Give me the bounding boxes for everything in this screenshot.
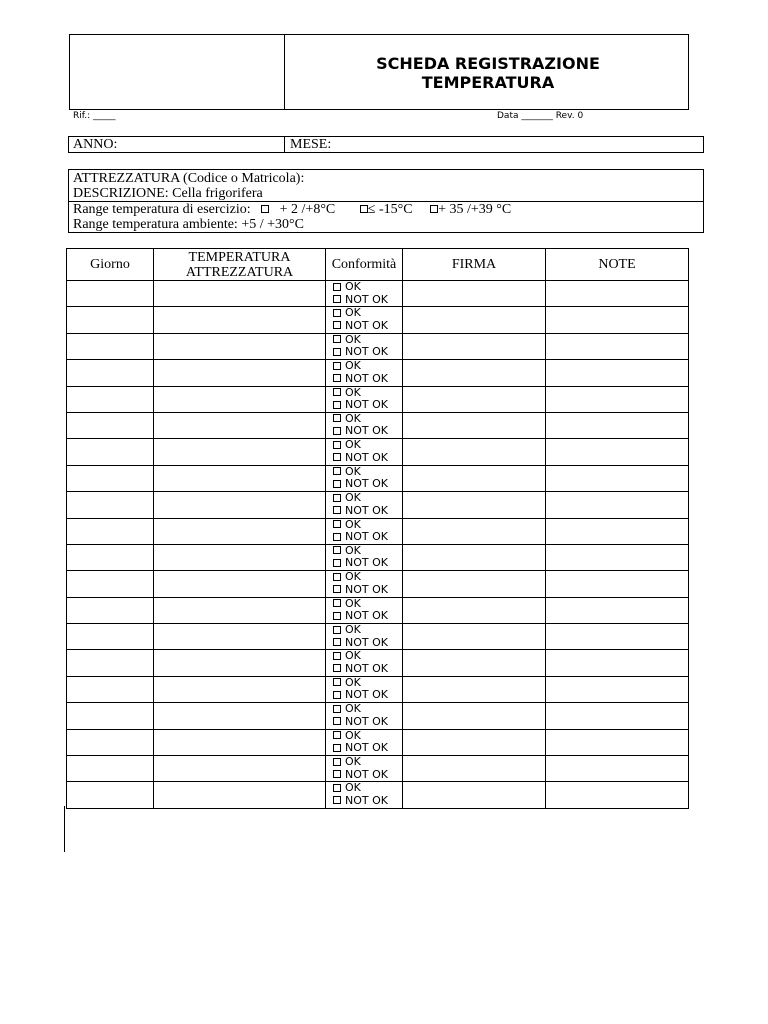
giorno-cell[interactable] [67, 650, 154, 676]
not-ok-option[interactable] [333, 689, 402, 702]
ok-label: OK [345, 438, 361, 452]
range-esercizio-label: Range temperatura di esercizio: [73, 202, 251, 217]
note-cell[interactable] [546, 360, 689, 386]
giorno-cell[interactable] [67, 465, 154, 491]
not-ok-checkbox[interactable] [333, 638, 341, 646]
firma-cell[interactable] [403, 729, 546, 755]
firma-cell[interactable] [403, 676, 546, 702]
conformita-cell [326, 650, 403, 676]
not-ok-checkbox[interactable] [333, 427, 341, 435]
table-row [67, 571, 689, 597]
ok-checkbox[interactable] [333, 678, 341, 686]
descrizione-label: DESCRIZIONE: Cella frigorifera [73, 186, 263, 201]
ok-label: OK [345, 623, 361, 637]
ok-checkbox[interactable] [333, 362, 341, 370]
header-temperatura-line-1: TEMPERATURA [188, 249, 291, 265]
period-row [68, 136, 704, 153]
not-ok-label: NOT OK [345, 345, 388, 359]
not-ok-checkbox[interactable] [333, 770, 341, 778]
conformita-cell [326, 492, 403, 518]
not-ok-label: NOT OK [345, 503, 388, 517]
not-ok-option[interactable] [333, 452, 402, 465]
ok-label: OK [345, 306, 361, 320]
firma-cell[interactable] [403, 281, 546, 307]
note-cell[interactable] [546, 412, 689, 438]
ok-checkbox[interactable] [333, 599, 341, 607]
note-cell[interactable] [546, 307, 689, 333]
firma-cell[interactable] [403, 597, 546, 623]
firma-cell[interactable] [403, 439, 546, 465]
not-ok-checkbox[interactable] [333, 585, 341, 593]
mese-label: MESE: [290, 137, 332, 152]
ok-label: OK [345, 543, 361, 557]
header-note: NOTE [546, 249, 689, 281]
not-ok-option[interactable] [333, 531, 402, 544]
giorno-cell[interactable] [67, 333, 154, 359]
table-row [67, 386, 689, 412]
temperatura-cell[interactable] [154, 676, 326, 702]
conformita-cell [326, 729, 403, 755]
anno-label: ANNO: [73, 137, 118, 152]
not-ok-checkbox[interactable] [333, 691, 341, 699]
temperatura-cell[interactable] [154, 729, 326, 755]
temperatura-cell[interactable] [154, 386, 326, 412]
ok-label: OK [345, 332, 361, 346]
not-ok-option[interactable] [333, 610, 402, 623]
firma-cell[interactable] [403, 386, 546, 412]
ok-label: OK [345, 702, 361, 716]
conformita-cell [326, 281, 403, 307]
table-row [67, 597, 689, 623]
ok-label: OK [345, 491, 361, 505]
giorno-cell[interactable] [67, 624, 154, 650]
firma-cell[interactable] [403, 624, 546, 650]
firma-cell[interactable] [403, 333, 546, 359]
ok-label: OK [345, 359, 361, 373]
temperatura-cell[interactable] [154, 571, 326, 597]
note-cell[interactable] [546, 465, 689, 491]
note-cell[interactable] [546, 703, 689, 729]
equipment-box [68, 169, 704, 233]
giorno-cell[interactable] [67, 518, 154, 544]
period-divider [284, 137, 285, 152]
not-ok-label: NOT OK [345, 556, 388, 570]
giorno-cell[interactable] [67, 360, 154, 386]
not-ok-checkbox[interactable] [333, 717, 341, 725]
note-cell[interactable] [546, 386, 689, 412]
giorno-cell[interactable] [67, 571, 154, 597]
not-ok-label: NOT OK [345, 609, 388, 623]
table-body [67, 281, 689, 809]
ok-label: OK [345, 596, 361, 610]
ok-checkbox[interactable] [333, 388, 341, 396]
not-ok-option[interactable] [333, 399, 402, 412]
ok-label: OK [345, 728, 361, 742]
not-ok-option[interactable] [333, 663, 402, 676]
conformita-cell [326, 360, 403, 386]
ok-checkbox[interactable] [333, 758, 341, 766]
conformita-cell [326, 756, 403, 782]
ok-label: OK [345, 464, 361, 478]
logo-cell [70, 35, 285, 109]
note-cell[interactable] [546, 492, 689, 518]
note-cell[interactable] [546, 333, 689, 359]
not-ok-checkbox[interactable] [333, 796, 341, 804]
temperatura-cell[interactable] [154, 782, 326, 808]
not-ok-option[interactable] [333, 320, 402, 333]
not-ok-checkbox[interactable] [333, 664, 341, 672]
header-conformita: Conformità [326, 249, 403, 281]
giorno-cell[interactable] [67, 597, 154, 623]
ok-label: OK [345, 280, 361, 293]
ok-checkbox[interactable] [333, 573, 341, 581]
not-ok-option[interactable] [333, 795, 402, 808]
not-ok-checkbox[interactable] [333, 453, 341, 461]
not-ok-label: NOT OK [345, 477, 388, 491]
giorno-cell[interactable] [67, 676, 154, 702]
table-row [67, 782, 689, 808]
conformita-cell [326, 676, 403, 702]
temperatura-cell[interactable] [154, 756, 326, 782]
note-cell[interactable] [546, 439, 689, 465]
not-ok-checkbox[interactable] [333, 744, 341, 752]
temperatura-cell[interactable] [154, 518, 326, 544]
conformita-cell [326, 624, 403, 650]
margin-line [64, 806, 65, 852]
giorno-cell[interactable] [67, 756, 154, 782]
not-ok-checkbox[interactable] [333, 295, 341, 303]
ok-checkbox[interactable] [333, 626, 341, 634]
ok-checkbox[interactable] [333, 335, 341, 343]
ok-checkbox[interactable] [333, 705, 341, 713]
firma-cell[interactable] [403, 492, 546, 518]
not-ok-label: NOT OK [345, 767, 388, 781]
conformita-cell [326, 439, 403, 465]
ok-label: OK [345, 570, 361, 584]
firma-cell[interactable] [403, 756, 546, 782]
not-ok-checkbox[interactable] [333, 348, 341, 356]
not-ok-checkbox[interactable] [333, 559, 341, 567]
giorno-cell[interactable] [67, 439, 154, 465]
ok-checkbox[interactable] [333, 784, 341, 792]
not-ok-option[interactable] [333, 505, 402, 518]
not-ok-label: NOT OK [345, 661, 388, 675]
giorno-cell[interactable] [67, 386, 154, 412]
range-option-2: ≤ -15°C [367, 202, 413, 217]
firma-cell[interactable] [403, 782, 546, 808]
firma-cell[interactable] [403, 465, 546, 491]
not-ok-label: NOT OK [345, 741, 388, 755]
not-ok-label: NOT OK [345, 530, 388, 544]
ok-checkbox[interactable] [333, 414, 341, 422]
attrezzatura-label: ATTREZZATURA (Codice o Matricola): [73, 171, 305, 186]
conformita-cell [326, 333, 403, 359]
title-line-1: SCHEDA REGISTRAZIONE [376, 54, 600, 73]
firma-cell[interactable] [403, 307, 546, 333]
conformita-cell [326, 703, 403, 729]
range-ambiente-label: Range temperatura ambiente: +5 / +30°C [73, 217, 304, 232]
ok-label: OK [345, 517, 361, 531]
not-ok-option[interactable] [333, 716, 402, 729]
temperatura-cell[interactable] [154, 624, 326, 650]
conformita-cell [326, 465, 403, 491]
firma-cell[interactable] [403, 571, 546, 597]
document-title [286, 54, 690, 92]
conformita-cell [326, 412, 403, 438]
header-temperatura-line-2: ATTREZZATURA [185, 264, 294, 280]
note-cell[interactable] [546, 571, 689, 597]
firma-cell[interactable] [403, 518, 546, 544]
firma-cell[interactable] [403, 544, 546, 570]
giorno-cell[interactable] [67, 729, 154, 755]
ok-checkbox[interactable] [333, 467, 341, 475]
range-esercizio-row [73, 202, 511, 217]
giorno-cell[interactable] [67, 782, 154, 808]
table-row [67, 624, 689, 650]
not-ok-option[interactable] [333, 584, 402, 597]
not-ok-label: NOT OK [345, 318, 388, 332]
table-row [67, 703, 689, 729]
ok-checkbox[interactable] [333, 494, 341, 502]
temperatura-cell[interactable] [154, 465, 326, 491]
note-cell[interactable] [546, 624, 689, 650]
document-header [69, 34, 689, 110]
range-option-checkbox[interactable] [261, 205, 269, 213]
conformita-cell [326, 544, 403, 570]
not-ok-option[interactable] [333, 769, 402, 782]
ok-checkbox[interactable] [333, 652, 341, 660]
table-row [67, 439, 689, 465]
table-row [67, 492, 689, 518]
temperatura-cell[interactable] [154, 307, 326, 333]
not-ok-label: NOT OK [345, 714, 388, 728]
header-giorno: Giorno [67, 249, 154, 281]
ok-checkbox[interactable] [333, 283, 341, 291]
not-ok-label: NOT OK [345, 398, 388, 412]
giorno-cell[interactable] [67, 307, 154, 333]
firma-cell[interactable] [403, 650, 546, 676]
temperatura-cell[interactable] [154, 650, 326, 676]
giorno-cell[interactable] [67, 703, 154, 729]
temperatura-cell[interactable] [154, 703, 326, 729]
table-row [67, 676, 689, 702]
range-option-1: + 2 /+8°C [279, 202, 336, 217]
giorno-cell[interactable] [67, 544, 154, 570]
ok-label: OK [345, 649, 361, 663]
not-ok-label: NOT OK [345, 793, 388, 807]
title-line-2: TEMPERATURA [421, 73, 555, 92]
table-row [67, 307, 689, 333]
note-cell[interactable] [546, 650, 689, 676]
not-ok-label: NOT OK [345, 688, 388, 702]
table-row [67, 729, 689, 755]
ok-checkbox[interactable] [333, 520, 341, 528]
not-ok-label: NOT OK [345, 450, 388, 464]
ok-label: OK [345, 411, 361, 425]
ok-label: OK [345, 755, 361, 769]
note-cell[interactable] [546, 281, 689, 307]
conformita-cell [326, 597, 403, 623]
note-cell[interactable] [546, 597, 689, 623]
not-ok-checkbox[interactable] [333, 401, 341, 409]
conformita-cell [326, 386, 403, 412]
note-cell[interactable] [546, 518, 689, 544]
table-row [67, 650, 689, 676]
table-row [67, 756, 689, 782]
not-ok-option[interactable] [333, 346, 402, 359]
not-ok-option[interactable] [333, 478, 402, 491]
note-cell[interactable] [546, 544, 689, 570]
table-header-row [67, 249, 689, 281]
table-row [67, 281, 689, 307]
range-option-3: + 35 /+39 °C [438, 202, 512, 217]
temperatura-cell[interactable] [154, 333, 326, 359]
not-ok-checkbox[interactable] [333, 480, 341, 488]
header-firma: FIRMA [403, 249, 546, 281]
table-row [67, 465, 689, 491]
firma-cell[interactable] [403, 703, 546, 729]
note-cell[interactable] [546, 729, 689, 755]
ok-checkbox[interactable] [333, 309, 341, 317]
temperatura-cell[interactable] [154, 360, 326, 386]
conformita-cell [326, 571, 403, 597]
table-row [67, 518, 689, 544]
ok-checkbox[interactable] [333, 441, 341, 449]
ok-checkbox[interactable] [333, 546, 341, 554]
not-ok-label: NOT OK [345, 371, 388, 385]
table-row [67, 544, 689, 570]
conformita-cell [326, 518, 403, 544]
temperatura-cell[interactable] [154, 492, 326, 518]
not-ok-checkbox[interactable] [333, 321, 341, 329]
not-ok-label: NOT OK [345, 424, 388, 438]
data-rev-label: Data _______ Rev. 0 [497, 111, 584, 121]
table-row [67, 333, 689, 359]
not-ok-option[interactable] [333, 294, 402, 307]
range-option-checkbox[interactable] [360, 205, 368, 213]
temperatura-cell[interactable] [154, 439, 326, 465]
ok-label: OK [345, 385, 361, 399]
note-cell[interactable] [546, 756, 689, 782]
header-temperatura [154, 249, 326, 281]
temperatura-cell[interactable] [154, 281, 326, 307]
not-ok-option[interactable] [333, 373, 402, 386]
note-cell[interactable] [546, 676, 689, 702]
not-ok-option[interactable] [333, 742, 402, 755]
ok-checkbox[interactable] [333, 731, 341, 739]
not-ok-option[interactable] [333, 425, 402, 438]
firma-cell[interactable] [403, 360, 546, 386]
range-option-checkbox[interactable] [430, 205, 438, 213]
table-row [67, 412, 689, 438]
giorno-cell[interactable] [67, 412, 154, 438]
giorno-cell[interactable] [67, 492, 154, 518]
not-ok-checkbox[interactable] [333, 374, 341, 382]
ok-label: OK [345, 675, 361, 689]
rif-label: Rif.: _____ [73, 111, 116, 121]
temperatura-cell[interactable] [154, 412, 326, 438]
conformita-cell [326, 782, 403, 808]
giorno-cell[interactable] [67, 281, 154, 307]
not-ok-option[interactable] [333, 557, 402, 570]
table-row [67, 360, 689, 386]
not-ok-label: NOT OK [345, 635, 388, 649]
not-ok-checkbox[interactable] [333, 533, 341, 541]
temperature-log-table [66, 248, 689, 809]
temperatura-cell[interactable] [154, 544, 326, 570]
ok-label: OK [345, 781, 361, 795]
firma-cell[interactable] [403, 412, 546, 438]
conformita-cell [326, 307, 403, 333]
not-ok-label: NOT OK [345, 582, 388, 596]
temperatura-cell[interactable] [154, 597, 326, 623]
not-ok-option[interactable] [333, 637, 402, 650]
not-ok-checkbox[interactable] [333, 612, 341, 620]
note-cell[interactable] [546, 782, 689, 808]
not-ok-label: NOT OK [345, 292, 388, 306]
not-ok-checkbox[interactable] [333, 506, 341, 514]
